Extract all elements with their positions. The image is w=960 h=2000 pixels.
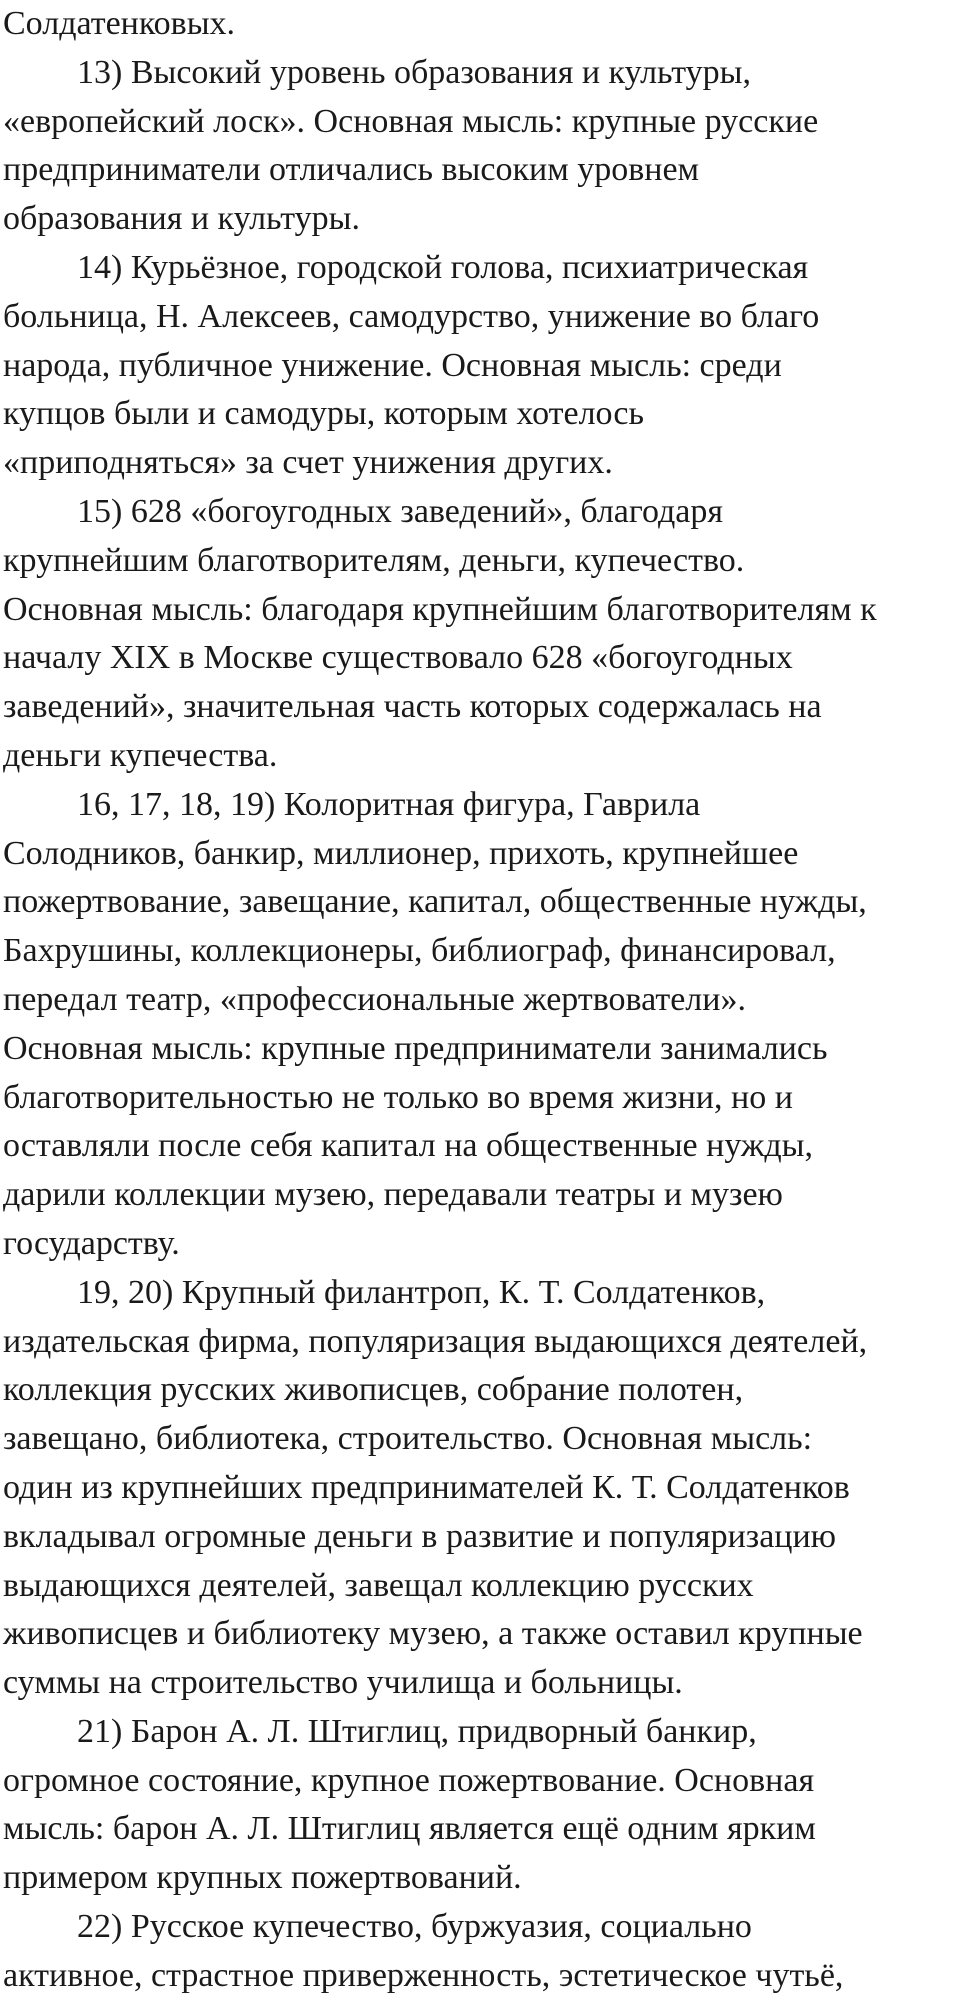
paragraph-22-start: 22) Русское купечество, буржуазия, социально xyxy=(77,1908,752,1946)
text-line: народа, публичное унижение. Основная мысль: среди xyxy=(3,346,782,384)
text-line: дарили коллекции музею, передавали театры и музею xyxy=(3,1176,783,1214)
text-line: заведений», значительная часть которых содержалась на xyxy=(3,688,822,726)
text-line: крупнейшим благотворителям, деньги, купечество. xyxy=(3,541,745,579)
text-line: живописцев и библиотеку музею, а также оставил крупные xyxy=(3,1615,863,1653)
text-line: Солдатенковых. xyxy=(3,5,236,42)
paragraph-13-start: 13) Высокий уровень образования и культуры, xyxy=(77,53,752,91)
text-line: государству. xyxy=(3,1224,180,1262)
text-line: издательская фирма, популяризация выдающихся деятелей, xyxy=(3,1322,868,1360)
text-line: примером крупных пожертвований. xyxy=(3,1859,522,1897)
text-line: коллекция русских живописцев, собрание полотен, xyxy=(3,1371,744,1409)
document-text xyxy=(3,0,960,2000)
text-line: «европейский лоск». Основная мысль: крупные русские xyxy=(3,102,819,140)
text-line: образования и культуры. xyxy=(3,200,361,238)
text-line: деньги купечества. xyxy=(3,736,278,774)
text-line: вкладывал огромные деньги в развитие и популяризацию xyxy=(3,1517,837,1555)
text-line: передал театр, «профессиональные жертвователи». xyxy=(3,980,746,1018)
paragraph-14-start: 14) Курьёзное, городской голова, психиатрическая xyxy=(77,248,809,286)
text-line: началу XIX в Москве существовало 628 «богоугодных xyxy=(3,639,793,677)
text-line: благотворительностью не только во время жизни, но и xyxy=(3,1078,793,1116)
paragraph-16-19-start: 16, 17, 18, 19) Колоритная фигура, Гаврила xyxy=(77,785,701,823)
paragraph-21-start: 21) Барон А. Л. Штиглиц, придворный банкир, xyxy=(77,1712,757,1750)
text-line: огромное состояние, крупное пожертвование. Основная xyxy=(3,1761,815,1799)
text-line: предприниматели отличались высоким уровнем xyxy=(3,151,700,189)
text-line: суммы на строительство училища и больницы. xyxy=(3,1664,683,1702)
text-line: Основная мысль: крупные предприниматели занимались xyxy=(3,1029,828,1067)
paragraph-15-start: 15) 628 «богоугодных заведений», благодаря xyxy=(77,492,724,530)
text-line: выдающихся деятелей, завещал коллекцию русских xyxy=(3,1566,754,1604)
text-line: один из крупнейших предпринимателей К. Т. Солдатенков xyxy=(3,1468,850,1506)
text-line: активное, страстное приверженность, эстетическое чутьё, xyxy=(3,1956,844,1994)
text-line: мысль: барон А. Л. Штиглиц является ещё одним ярким xyxy=(3,1810,816,1848)
text-line: оставляли после себя капитал на общественные нужды, xyxy=(3,1127,814,1165)
paragraph-19-20-start: 19, 20) Крупный филантроп, К. Т. Солдатенков, xyxy=(77,1273,766,1311)
text-line: купцов были и самодуры, которым хотелось xyxy=(3,395,644,433)
text-line: Основная мысль: благодаря крупнейшим благотворителям к xyxy=(3,590,877,628)
text-line: завещано, библиотека, строительство. Основная мысль: xyxy=(3,1420,813,1458)
text-line: Солодников, банкир, миллионер, прихоть, крупнейшее xyxy=(3,834,799,872)
text-line: пожертвование, завещание, капитал, общественные нужды, xyxy=(3,883,867,921)
text-line: «приподняться» за счет унижения других. xyxy=(3,444,613,482)
text-line: Бахрушины, коллекционеры, библиограф, финансировал, xyxy=(3,932,836,970)
text-line: больница, Н. Алексеев, самодурство, унижение во благо xyxy=(3,297,820,335)
